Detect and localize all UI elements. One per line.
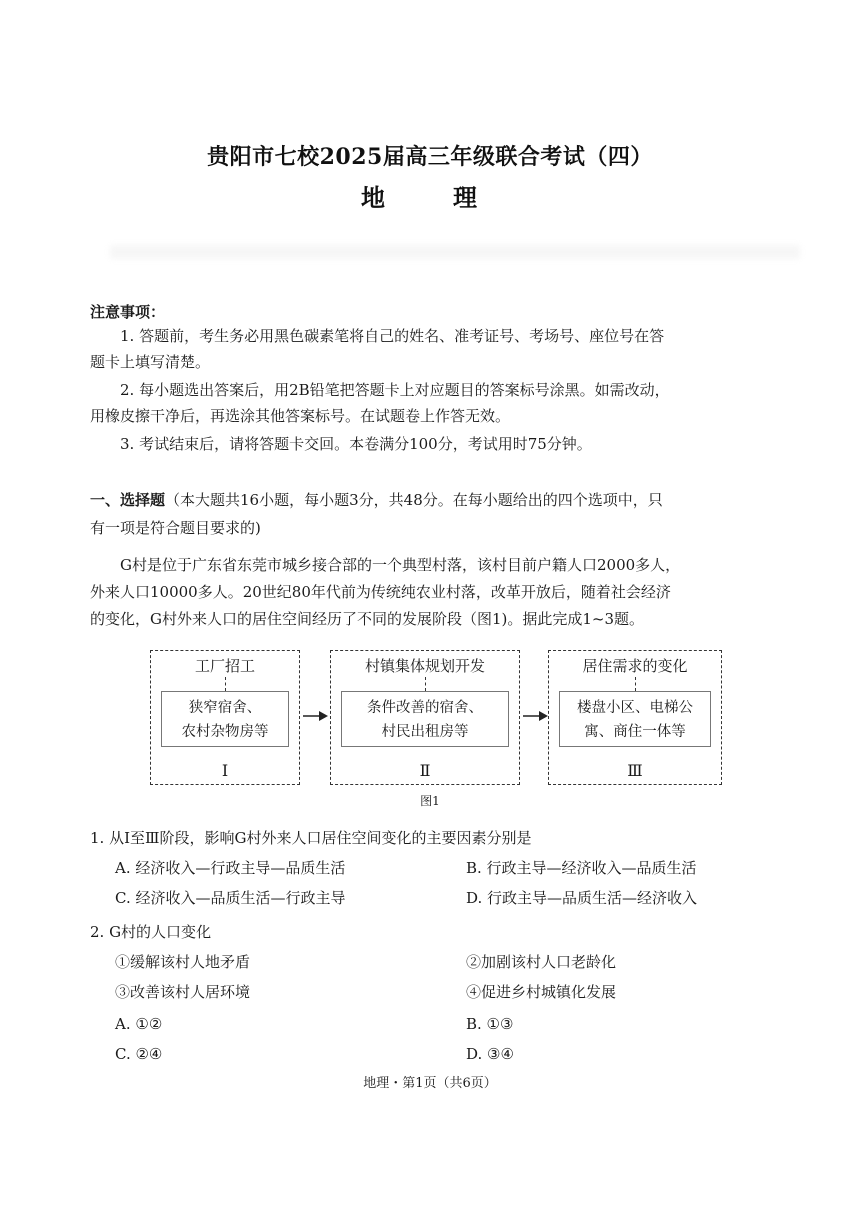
connector: [225, 677, 226, 691]
question-2-stem: 2. G村的人口变化: [90, 923, 212, 941]
section-desc-cont: 有一项是符合题目要求的): [90, 519, 261, 537]
section-header: [90, 488, 663, 512]
notice-line: 1. 答题前，考生务必用黑色碳素笔将自己的姓名、准考证号、考场号、座位号在答: [120, 327, 665, 345]
q2-statement-3: ③改善该村人居环境: [115, 983, 251, 1001]
q1-option-b: B. 行政主导—经济收入—品质生活: [466, 859, 697, 877]
stage-inner: [161, 691, 289, 747]
notice-line: 用橡皮擦干净后，再选涂其他答案标号。在试题卷上作答无效。: [90, 407, 511, 425]
stage-inner: [559, 691, 711, 747]
q2-statement-1: ①缓解该村人地矛盾: [115, 953, 251, 971]
notice-line: 题卡上填写清楚。: [90, 353, 211, 371]
connector: [635, 677, 636, 691]
passage-line: 的变化，G村外来人口的居住空间经历了不同的发展阶段（图1)。据此完成1~3题。: [90, 610, 645, 628]
notice-line: 2. 每小题选出答案后，用2B铅笔把答题卡上对应题目的答案标号涂黑。如需改动，: [120, 381, 670, 399]
figure-caption: 图1: [420, 794, 440, 808]
passage-line: 外来人口10000多人。20世纪80年代前为传统纯农业村落，改革开放后，随着社会经济: [90, 583, 671, 601]
q2-option-b: B. ①③: [466, 1015, 514, 1033]
stage-text: 条件改善的宿舍、: [367, 700, 483, 716]
notice-heading: 注意事项：: [90, 303, 166, 321]
q1-option-c: C. 经济收入—品质生活—行政主导: [115, 889, 346, 907]
passage-line: G村是位于广东省东莞市城乡接合部的一个典型村落，该村目前户籍人口2000多人，: [120, 556, 681, 574]
q1-option-a: A. 经济收入—行政主导—品质生活: [115, 859, 346, 877]
stage-text: 狭窄宿舍、: [188, 700, 262, 716]
figure-1: [150, 650, 725, 785]
connector: [425, 677, 426, 691]
q2-option-a: A. ①②: [115, 1015, 163, 1033]
section-title: 一、选择题: [90, 491, 166, 509]
q2-statement-2: ②加剧该村人口老龄化: [466, 953, 617, 971]
subject-title: 地 理: [361, 183, 499, 212]
stage-head: 村镇集体规划开发: [364, 657, 485, 675]
q2-option-c: C. ②④: [115, 1045, 163, 1063]
stage-box-3: [548, 650, 722, 785]
stage-numeral: Ⅱ: [419, 761, 431, 780]
notice-line: 3. 考试结束后，请将答题卡交回。本卷满分100分，考试用时75分钟。: [120, 435, 592, 453]
stage-numeral: Ⅰ: [221, 761, 229, 780]
q2-statement-4: ④促进乡村城镇化发展: [466, 983, 617, 1001]
stage-text: 农村杂物房等: [181, 724, 269, 740]
stage-text: 寓、商住一体等: [584, 724, 686, 740]
stage-head: 居住需求的变化: [582, 657, 688, 675]
question-1-stem: 1. 从Ⅰ至Ⅲ阶段，影响G村外来人口居住空间变化的主要因素分别是: [90, 829, 532, 847]
stage-head: 工厂招工: [194, 657, 255, 675]
arrow-icon: [523, 710, 548, 722]
stage-inner: [341, 691, 509, 747]
stage-text: 村民出租房等: [381, 724, 469, 740]
q1-option-d: D. 行政主导—品质生活—经济收入: [466, 889, 698, 907]
scan-artifact: [110, 245, 800, 259]
page-footer: 地理・第1页（共6页）: [363, 1076, 497, 1091]
q2-option-d: D. ③④: [466, 1045, 514, 1063]
stage-numeral: Ⅲ: [627, 761, 643, 780]
exam-title: 贵阳市七校2025届高三年级联合考试（四）: [207, 144, 653, 170]
stage-box-2: [330, 650, 520, 785]
arrow-icon: [303, 710, 328, 722]
stage-box-1: [150, 650, 300, 785]
stage-text: 楼盘小区、电梯公: [577, 700, 693, 716]
section-desc: （本大题共16小题，每小题3分，共48分。在每小题给出的四个选项中，只: [165, 491, 663, 509]
